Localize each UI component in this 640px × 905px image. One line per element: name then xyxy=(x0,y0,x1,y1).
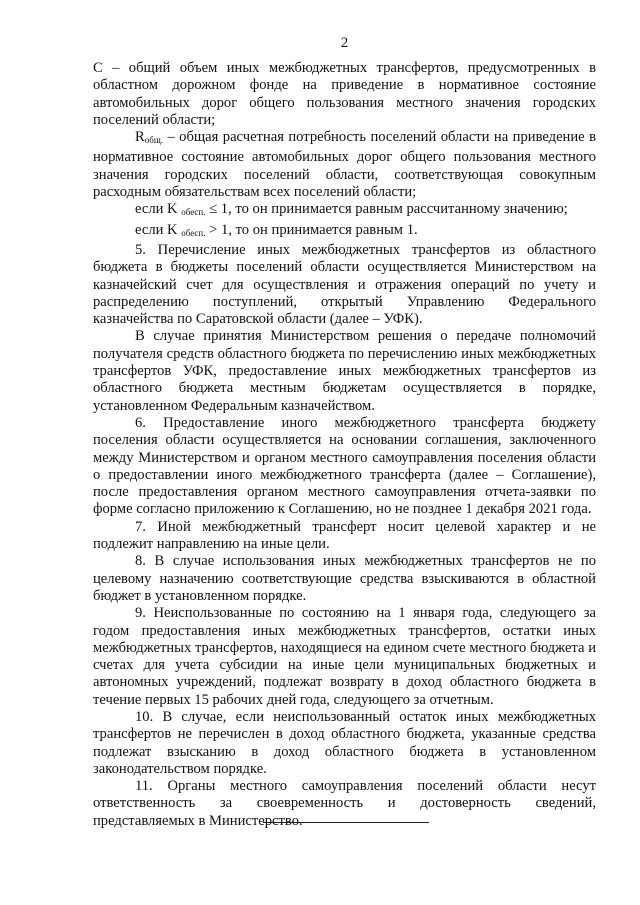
end-separator-line xyxy=(263,822,429,823)
paragraph-11: 11. Органы местного самоуправления поселений области несут ответственность за своевременность и достоверность сведений, представляемых в Министерство. xyxy=(93,778,596,829)
paragraph-5-continued: В случае принятия Министерством решения о передаче полномочий получателя средств областного бюджета по перечислению иных межбюджетных трансфертов УФК, предоставление иных межбюджетных трансфертов из областного бюджета местным бюджетам осуществляется в порядке, установленном Федеральным казначейством. xyxy=(93,328,596,414)
paragraph-5: 5. Перечисление иных межбюджетных трансфертов из областного бюджета в бюджеты поселений области осуществляется Министерством на казначейский счет для осуществления и отражения операций по учету и распределению поступлений, открытый Управлению Федерального казначейства по Саратовской области (далее – УФК). xyxy=(93,241,596,328)
paragraph-9: 9. Неиспользованные по состоянию на 1 января года, следующего за годом предоставления иных межбюджетных трансфертов, остатки иных межбюджетных трансфертов, находящиеся на едином счете местного бюджета и счетах для учета субсидии на иные цели муниципальных бюджетных и автономных учреждений, подлежат возврату в доход областного бюджета в течение первых 15 рабочих дней года, следующего за отчетным. xyxy=(93,605,596,708)
paragraph-10: 10. В случае, если неиспользованный остаток иных межбюджетных трансфертов не перечислен в доход областного бюджета, указанные средства подлежат взысканию в доход областного бюджета в установленном законодательством порядке. xyxy=(93,708,596,777)
condition-2-prefix: если K xyxy=(135,221,182,238)
paragraph-6: 6. Предоставление иного межбюджетного трансферта бюджету поселения области осуществляется на основании соглашения, заключенного между Министерством и органом местного самоуправления поселения области о предоставлении иного межбюджетного трансферта (далее – Соглашение), после предоставления органом местного самоуправления отчета-заявки по форме согласно приложению к Соглашению, но не позднее 1 декабря 2021 года. xyxy=(93,414,596,518)
paragraph-8: 8. В случае использования иных межбюджетных трансфертов не по целевому назначению соответствующие средства взыскиваются в областной бюджет в установленном порядке. xyxy=(93,553,596,604)
condition-line-1 xyxy=(93,201,596,221)
condition-1-subscript: обесп. xyxy=(181,207,206,218)
condition-1-text: ≤ 1, то он принимается равным рассчитанному значению; xyxy=(205,201,568,218)
paragraph-7: 7. Иной межбюджетный трансферт носит целевой характер и не подлежит направлению на иные цели. xyxy=(93,518,596,553)
r-symbol: R xyxy=(135,129,145,146)
condition-line-2 xyxy=(93,222,596,242)
condition-2-subscript: обесп. xyxy=(181,227,206,238)
r-definition-text: – общая расчетная потребность поселений области на приведение в нормативное состояние автомобильных дорог общего пользования местного значения городских поселений области, соответствующая совокупным расходным обязательствам всех поселений области; xyxy=(93,129,596,201)
condition-1-prefix: если K xyxy=(135,201,182,218)
condition-2-text: > 1, то он принимается равным 1. xyxy=(205,221,418,238)
document-body xyxy=(93,60,596,830)
paragraph-c-definition: С – общий объем иных межбюджетных трансфертов, предусмотренных в областном дорожном фонде на приведение в нормативное состояние автомобильных дорог общего пользования местного значения городских поселений области; xyxy=(93,60,596,128)
paragraph-r-definition xyxy=(93,129,596,201)
page-number: 2 xyxy=(340,35,349,51)
r-subscript: общ. xyxy=(144,135,163,146)
